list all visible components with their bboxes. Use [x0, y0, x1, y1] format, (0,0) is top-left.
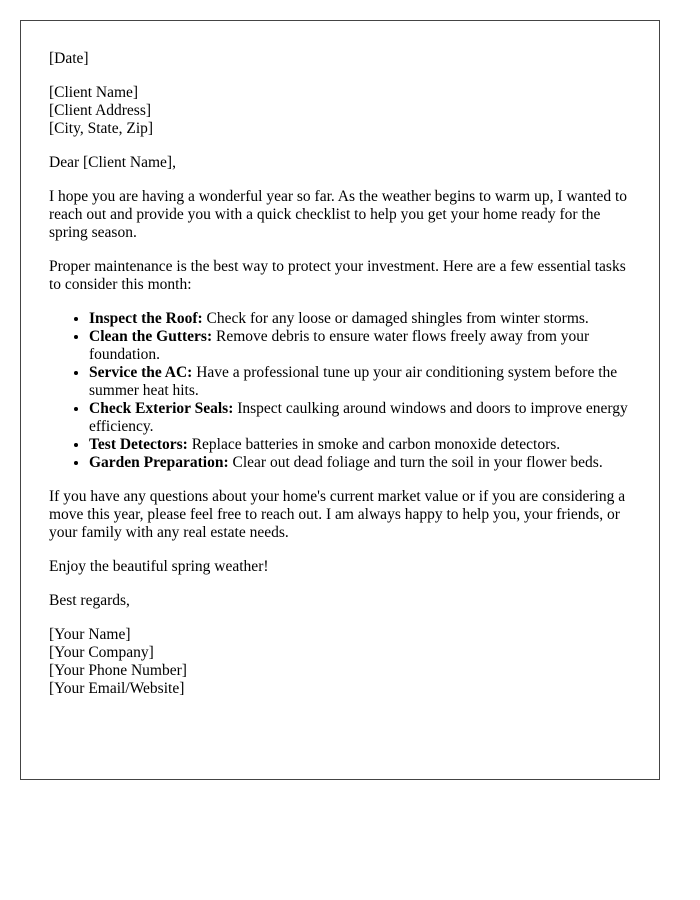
signature-block [49, 626, 641, 698]
task-item [89, 328, 641, 364]
task-title: Clean the Gutters: [89, 328, 213, 345]
task-text: Inspect caulking around windows and doors to improve energy efficiency. [89, 400, 628, 435]
task-title: Test Detectors: [89, 436, 188, 453]
task-item [89, 454, 641, 472]
recipient-block [49, 84, 641, 138]
task-title: Inspect the Roof: [89, 310, 203, 327]
task-item [89, 400, 641, 436]
task-text: Clear out dead foliage and turn the soil in your flower beds. [228, 454, 603, 471]
signature-company: [Your Company] [49, 644, 154, 661]
letter-body [49, 50, 641, 714]
sign-off: Best regards, [49, 592, 130, 609]
task-item [89, 310, 641, 328]
task-item [89, 436, 641, 454]
well-wish: Enjoy the beautiful spring weather! [49, 558, 269, 575]
task-title: Check Exterior Seals: [89, 400, 234, 417]
task-text: Check for any loose or damaged shingles from winter storms. [202, 310, 589, 327]
task-list [49, 310, 641, 472]
recipient-address: [Client Address] [49, 102, 152, 119]
intro-paragraph: I hope you are having a wonderful year so far. As the weather begins to warm up, I wanted to reach out and provide you with a quick checklist to help you get your home ready for the spring season. [49, 188, 628, 241]
task-title: Garden Preparation: [89, 454, 229, 471]
signature-email-website: [Your Email/Website] [49, 680, 185, 697]
task-title: Service the AC: [89, 364, 193, 381]
closing-paragraph: If you have any questions about your home's current market value or if you are considering a move this year, please feel free to reach out. I am always happy to help you, your friends, or your family with any real estate needs. [49, 488, 626, 541]
task-text: Have a professional tune up your air conditioning system before the summer heat hits. [89, 364, 618, 399]
letter-page [20, 20, 660, 780]
letter-date: [Date] [49, 50, 89, 67]
maintenance-intro-paragraph: Proper maintenance is the best way to protect your investment. Here are a few essential tasks to consider this month: [49, 258, 626, 293]
task-item [89, 364, 641, 400]
recipient-name: [Client Name] [49, 84, 139, 101]
signature-name: [Your Name] [49, 626, 131, 643]
task-text: Remove debris to ensure water flows freely away from your foundation. [89, 328, 590, 363]
task-text: Replace batteries in smoke and carbon monoxide detectors. [187, 436, 561, 453]
signature-phone: [Your Phone Number] [49, 662, 187, 679]
recipient-city-state-zip: [City, State, Zip] [49, 120, 154, 137]
salutation: Dear [Client Name], [49, 154, 176, 171]
